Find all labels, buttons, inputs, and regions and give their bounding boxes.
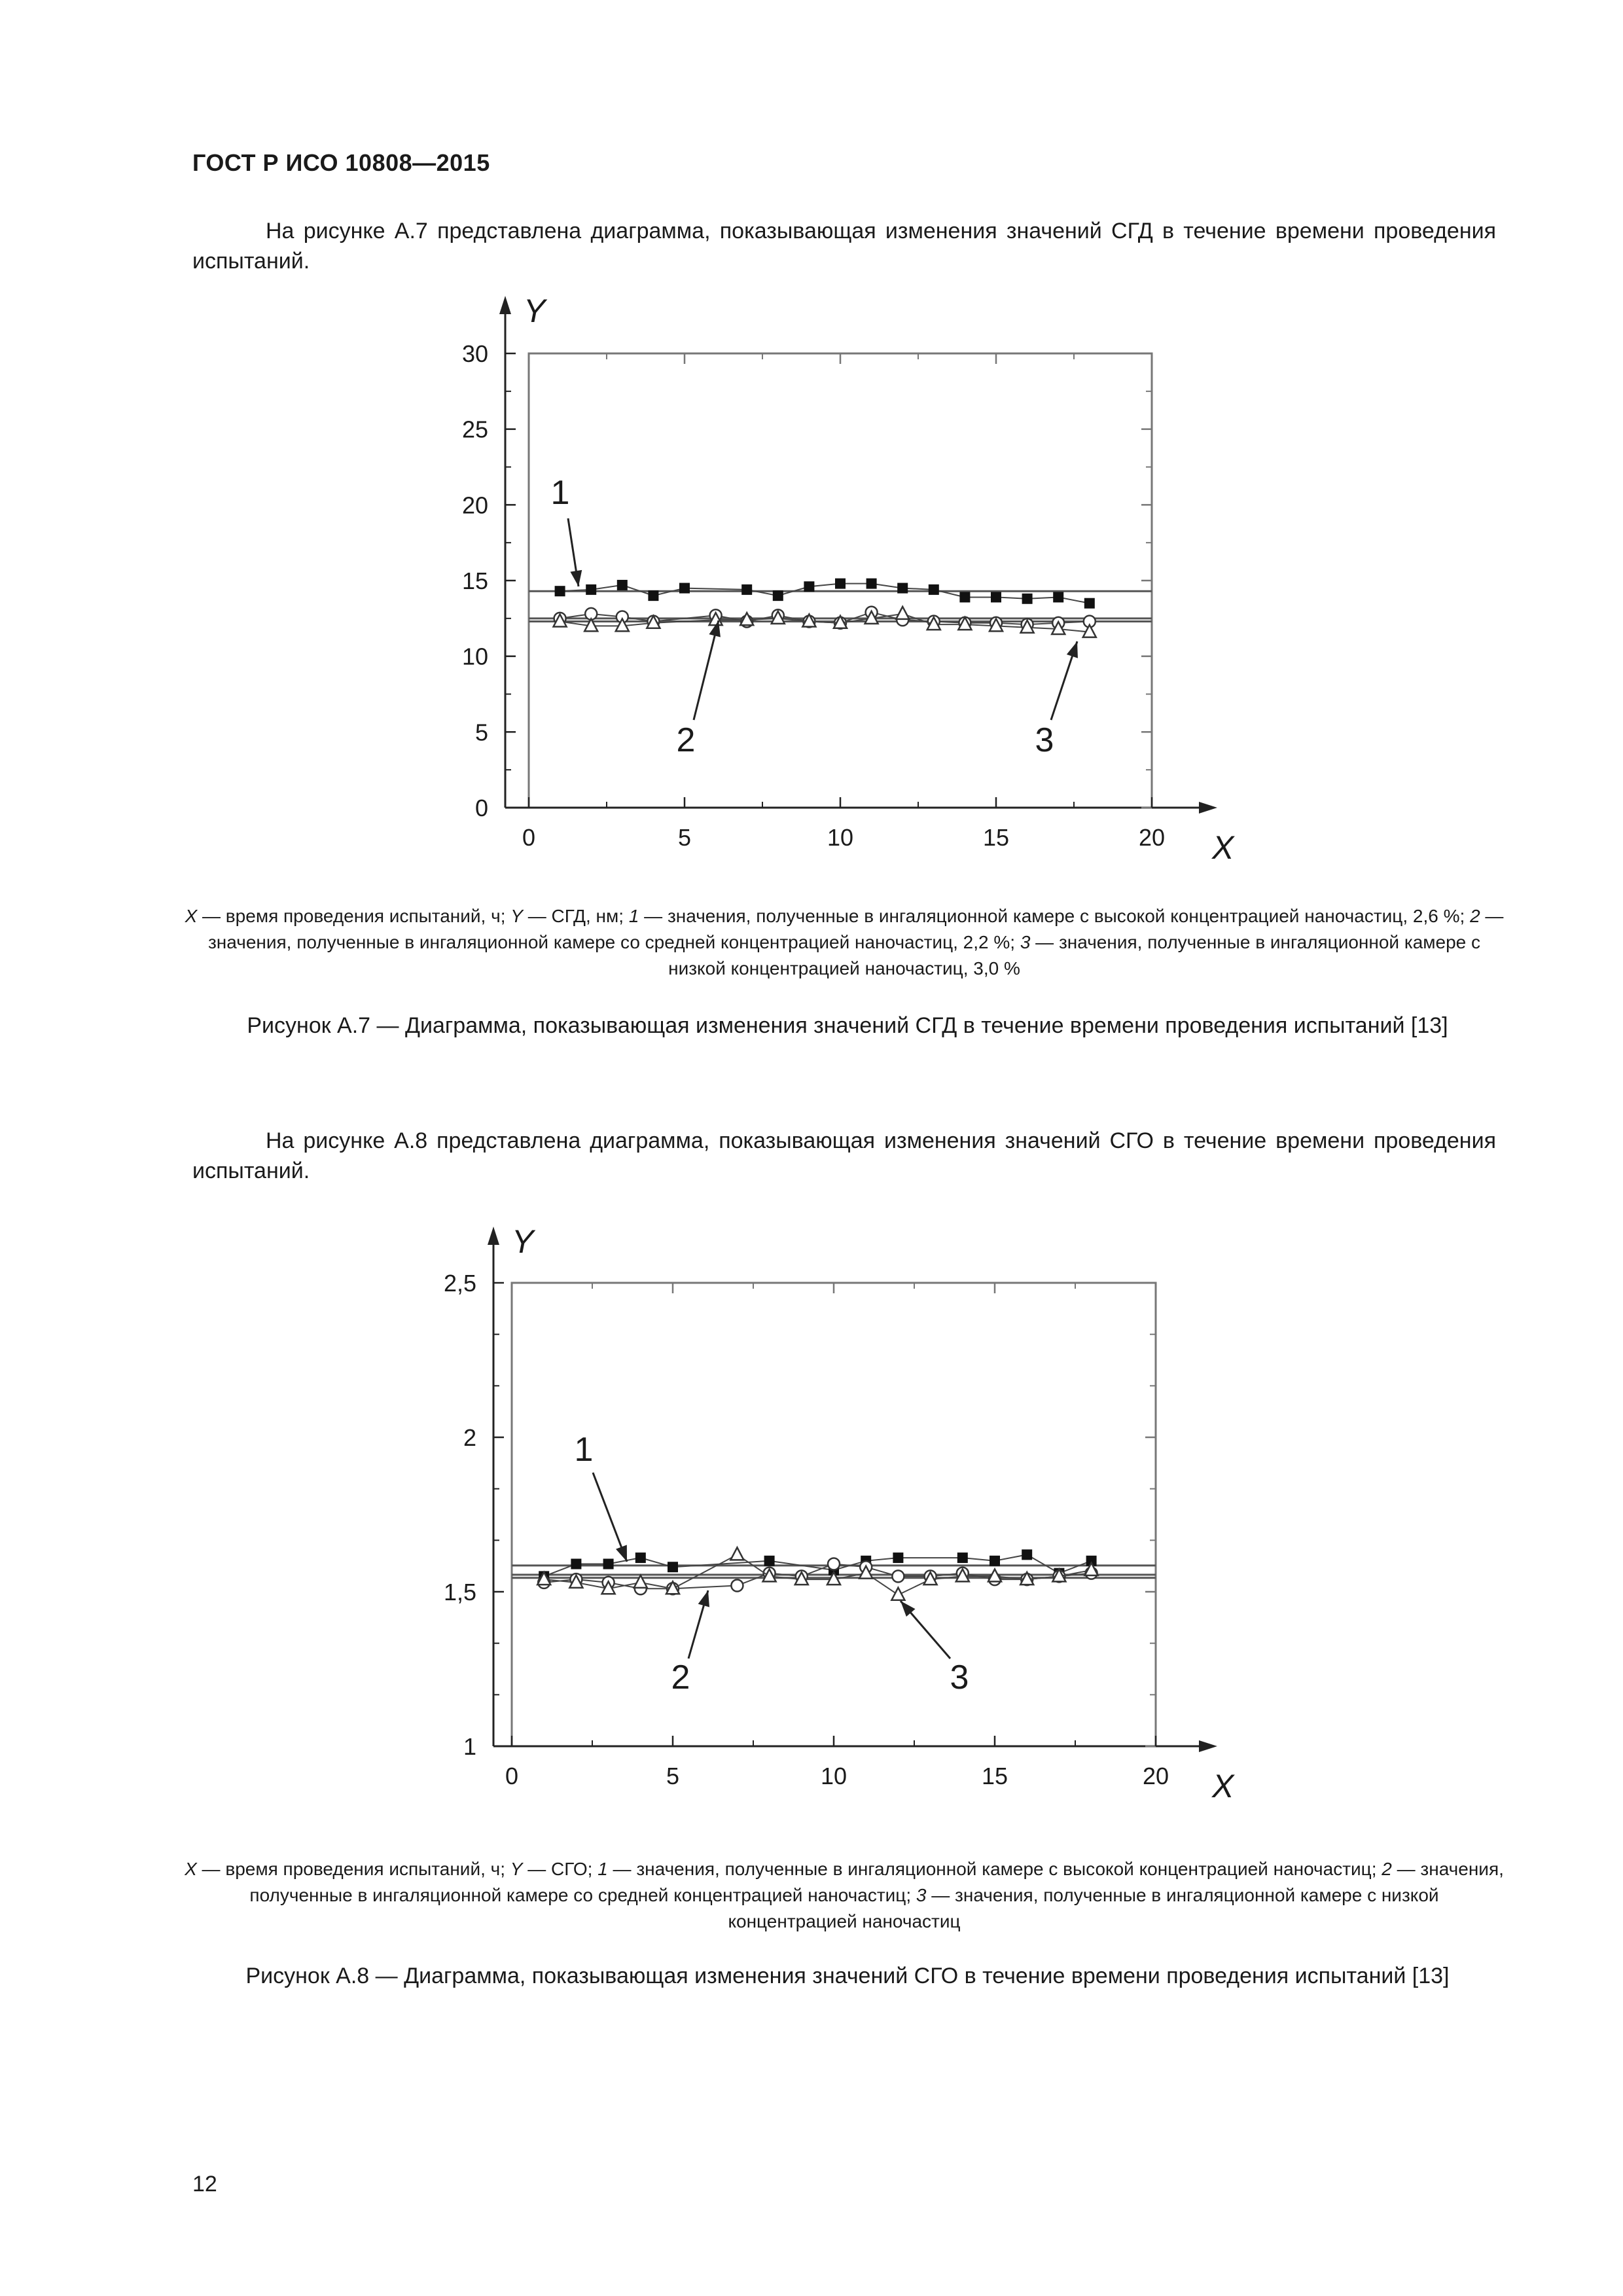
series-3-line	[560, 614, 1090, 632]
series-3-point	[730, 1547, 743, 1560]
legend-run: — время проведения испытаний, ч;	[197, 906, 511, 926]
legend-run: 3	[916, 1885, 927, 1905]
series-1-point	[603, 1559, 614, 1570]
legend-run: 1	[597, 1859, 608, 1879]
series-1-point	[741, 584, 752, 595]
legend-run: — значения, полученные в ингаляционной камере с высокой концентрацией наночастиц;	[607, 1859, 1382, 1879]
series-1-point	[617, 580, 628, 590]
y-tick-label: 15	[461, 567, 488, 594]
y-tick-label: 5	[474, 719, 488, 746]
y-tick-label: 1,5	[443, 1579, 476, 1605]
x-tick-label: 5	[666, 1763, 680, 1789]
document-header: ГОСТ Р ИСО 10808—2015	[192, 149, 490, 176]
page-number: 12	[192, 2172, 217, 2197]
series-1-point	[1022, 594, 1033, 604]
series-1-point	[635, 1552, 646, 1563]
x-tick-label: 5	[677, 824, 692, 851]
series-1-point	[1084, 598, 1095, 609]
x-tick-label: 20	[1138, 824, 1166, 851]
series-1-point	[990, 1556, 1000, 1566]
legend-run: X	[185, 1859, 197, 1879]
intro-paragraph-fig-a8	[192, 1126, 1496, 1186]
legend-run: — значения, полученные в ингаляционной камере со средней концентрацией наночастиц;	[249, 1859, 1504, 1905]
legend-run: 3	[1020, 932, 1031, 952]
legend-run: — значения, полученные в ингаляционной камере с низкой концентрацией наночастиц, 3,0 %	[668, 932, 1481, 978]
intro-text-fig-a7: На рисунке А.7 представлена диаграмма, показывающая изменения значений СГД в течение времени проведения испытаний.	[192, 219, 1496, 274]
x-tick-label: 10	[827, 824, 854, 851]
series-1-point	[586, 584, 596, 595]
series-1-point	[773, 590, 783, 601]
y-tick-label: 30	[461, 340, 488, 367]
legend-fig-a7	[183, 903, 1505, 982]
series-1-point	[929, 584, 939, 595]
intro-paragraph-fig-a7	[192, 216, 1496, 276]
legend-run: 1	[628, 906, 639, 926]
legend-run: 2	[1382, 1859, 1392, 1879]
series-1-point	[668, 1562, 678, 1572]
caption-fig-a8: Рисунок А.8 — Диаграмма, показывающая изменения значений СГО в течение времени проведения испытаний [13]	[245, 1964, 1450, 1988]
legend-run: — значения, полученные в ингаляционной камере с низкой концентрацией наночастиц	[728, 1885, 1439, 1931]
x-tick-label: 20	[1142, 1763, 1169, 1789]
x-tick-label: 10	[820, 1763, 847, 1789]
x-tick-label: 0	[522, 824, 536, 851]
y-axis-name: Y	[512, 1223, 534, 1260]
x-tick-label: 15	[981, 1763, 1008, 1789]
y-axis-arrow	[499, 296, 511, 314]
series-1-point	[835, 579, 846, 589]
series-3-point	[891, 1588, 904, 1600]
x-tick-label: 0	[505, 1763, 519, 1789]
series-1-point	[897, 583, 908, 594]
series-1-point	[648, 590, 658, 601]
legend-run: — время проведения испытаний, ч;	[196, 1859, 510, 1879]
y-tick-label: 10	[461, 643, 488, 670]
x-axis-arrow	[1199, 1740, 1217, 1752]
series-1-point	[1022, 1549, 1032, 1560]
legend-run: — СГД, нм;	[522, 906, 629, 926]
legend-run: — значения, полученные в ингаляционной камере с высокой концентрацией наночастиц, 2,6 %;	[639, 906, 1471, 926]
caption-fig-a7: Рисунок А.7 — Диаграмма, показывающая изменения значений СГД в течение времени проведения испытаний [13]	[247, 1013, 1448, 1038]
series-2-point	[892, 1570, 904, 1582]
y-tick-label: 1	[463, 1733, 476, 1760]
y-axis-arrow	[488, 1227, 499, 1245]
y-axis-name: Y	[524, 293, 546, 329]
series-label-1: 1	[550, 474, 570, 512]
legend-run: X	[185, 906, 198, 926]
intro-text-fig-a8: На рисунке А.8 представлена диаграмма, показывающая изменения значений СГО в течение времени проведения испытаний.	[192, 1128, 1496, 1183]
series-1-line	[560, 584, 1090, 603]
series-1-point	[866, 579, 877, 589]
legend-fig-a8	[183, 1856, 1505, 1935]
legend-run: Y	[510, 1859, 523, 1879]
series-label-3: 3	[1035, 721, 1054, 759]
x-axis-name: X	[1212, 829, 1234, 866]
callout-arrowhead	[616, 1545, 627, 1562]
callout-arrowhead	[698, 1590, 709, 1607]
series-3-point	[896, 607, 909, 619]
series-label-3: 3	[950, 1659, 969, 1696]
series-2-point	[731, 1580, 743, 1592]
series-1-point	[555, 586, 565, 596]
x-axis-arrow	[1199, 802, 1217, 814]
x-axis-name: X	[1212, 1768, 1234, 1804]
series-label-2: 2	[676, 721, 696, 759]
series-1-point	[957, 1552, 968, 1563]
y-tick-label: 0	[474, 795, 488, 821]
legend-run: — значения, полученные в ингаляционной камере со средней концентрацией наночастиц, 2,2 %;	[207, 906, 1504, 952]
series-1-point	[679, 583, 690, 594]
series-1-point	[571, 1559, 581, 1570]
series-label-1: 1	[574, 1431, 594, 1469]
callout-arrowhead	[1067, 641, 1078, 658]
chart-fig-a7	[419, 288, 1283, 903]
y-tick-label: 20	[461, 492, 488, 519]
series-1-point	[804, 581, 814, 592]
y-tick-label: 25	[461, 416, 488, 443]
callout-arrowhead	[570, 570, 582, 586]
series-2-point	[828, 1558, 840, 1570]
x-tick-label: 15	[982, 824, 1010, 851]
series-1-point	[764, 1556, 775, 1566]
series-label-2: 2	[671, 1659, 690, 1696]
chart-fig-a8	[406, 1211, 1283, 1833]
legend-run: Y	[510, 906, 523, 926]
y-tick-label: 2,5	[443, 1270, 476, 1297]
series-1-point	[959, 592, 970, 602]
series-1-point	[1053, 592, 1063, 602]
legend-run: 2	[1470, 906, 1480, 926]
series-1-point	[991, 592, 1001, 602]
series-1-point	[893, 1552, 903, 1563]
legend-run: — СГО;	[522, 1859, 598, 1879]
y-tick-label: 2	[463, 1424, 476, 1451]
